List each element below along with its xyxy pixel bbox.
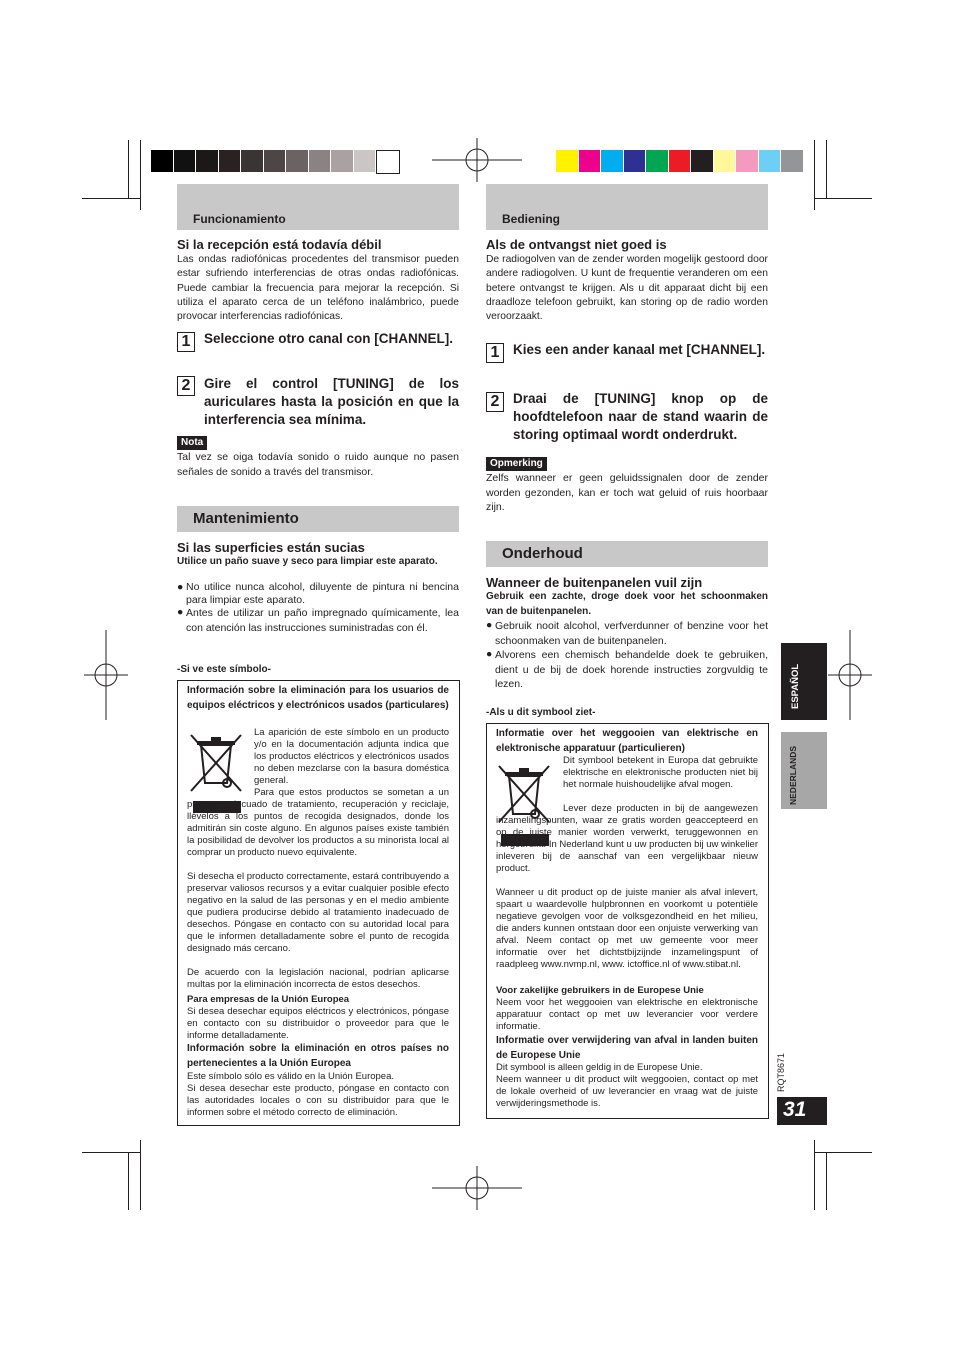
color-swatch xyxy=(286,150,308,172)
paragraph-weak-reception: Las ondas radiofónicas procedentes del transmisor pueden estar sufriendo interferencias de otras ondas radiofónicas. Puede cambiar la frecuencia para mejorar la recepción. Si utiliza el aparato cerca de un teléfono inalámbrico, puede provocar interferencias radiofónicas. xyxy=(177,254,459,323)
color-swatch xyxy=(309,150,331,172)
box-paragraph: La aparición de este símbolo en un producto y/o en la documentación adjunta indica que los productos eléctricos y electrónicos usados no deben mezclarse con la basura doméstica general. xyxy=(254,727,449,786)
color-swatch xyxy=(331,150,353,172)
paragraph-dirty-surfaces: Utilice un paño suave y seco para limpiar este aparato. xyxy=(177,556,438,567)
note-text: Tal vez se oiga todavía sonido o ruido aunque no pasen señales de sonido a través del transmisor. xyxy=(177,451,459,478)
bullet-1: No utilice nunca alcohol, diluyente de pintura ni bencina para limpiar este aparato. xyxy=(186,581,459,606)
bullet-1: Gebruik nooit alcohol, verfverdunner of benzine voor het schoonmaken van de buitenpanelen. xyxy=(495,620,768,647)
bullet-dot: ● xyxy=(486,648,493,660)
tab-label: NEDERLANDS xyxy=(788,745,798,805)
header-title: Bediening xyxy=(502,212,561,226)
heading-weak-reception: Si la recepción está todavía débil xyxy=(177,237,382,252)
step-number-2: 2 xyxy=(486,392,504,412)
box-paragraph xyxy=(496,803,758,875)
color-swatch xyxy=(714,150,736,172)
section-title: Mantenimiento xyxy=(193,510,299,527)
crop-mark xyxy=(814,1152,872,1153)
bullet-2: Alvorens een chemisch behandelde doek te gebruiken, dient u de bij de doek horende instructies zorgvuldig te lezen. xyxy=(495,649,768,691)
box-paragraph: Este símbolo sólo es válido en la Unión Europea. xyxy=(187,1071,395,1082)
document-code-text: RQT8671 xyxy=(776,1052,786,1092)
section-title: Onderhoud xyxy=(502,545,583,562)
crop-mark xyxy=(140,1140,141,1210)
crop-mark xyxy=(826,140,827,198)
color-swatch xyxy=(579,150,601,172)
step-2-text: Gire el control [TUNING] de los auriculares hasta la posición en que la interferencia sea mínima. xyxy=(204,376,459,427)
box-paragraph: Si desea desechar equipos eléctricos y electrónicos, póngase en contacto con su distribuidor o proveedor para que le informe detalladamente. xyxy=(187,1006,449,1041)
color-swatch xyxy=(196,150,218,172)
registration-mark-left xyxy=(84,630,128,720)
page-number-box xyxy=(777,1097,827,1125)
crop-mark xyxy=(814,140,815,210)
registration-mark-bottom xyxy=(432,1166,522,1210)
page-number: 31 xyxy=(783,1098,807,1121)
box-paragraph-text: Para que estos productos se sometan a un proceso adecuado de tratamiento, recuperación y reciclaje, llévelos a los puntos de recogida designados, donde los admitirán sin coste alguno. En algunos países existe también la posibilidad de devolver los productos a su minorista local al comprar un producto nuevo equivalente. xyxy=(187,787,449,858)
color-swatch xyxy=(174,150,196,172)
language-tab-espanol xyxy=(781,643,827,720)
color-swatch xyxy=(646,150,668,172)
box-paragraph: Neem wanneer u dit product wilt weggooien, contact op met de lokale overheid of uw leverancier en vraag wat de juiste verwijderingsmethode is. xyxy=(496,1074,758,1109)
header-title: Funcionamiento xyxy=(193,212,286,226)
color-swatch xyxy=(556,150,578,172)
color-swatch xyxy=(219,150,241,172)
step-1-text: Kies een ander kanaal met [CHANNEL]. xyxy=(513,342,766,357)
crop-mark xyxy=(82,198,140,199)
bullet-2: Antes de utilizar un paño impregnado químicamente, lea con atención las instrucciones suministradas con él. xyxy=(186,607,459,634)
heading-dirty-surfaces: Wanneer de buitenpanelen vuil zijn xyxy=(486,575,703,590)
note-text: Zelfs wanneer er geen geluidssignalen door de zender worden gezonden, kan er toch wat geluid of ruis hoorbaar zijn. xyxy=(486,472,768,514)
step-1-text: Seleccione otro canal con [CHANNEL]. xyxy=(204,331,454,346)
color-swatch xyxy=(759,150,781,172)
header-bar-right xyxy=(486,184,768,230)
bullet-dot: ● xyxy=(177,581,184,593)
box-paragraph-text: Lever deze producten in bij de aangewezen inzamelingspunten, waar ze gratis worden geaccepteerd en op de juiste manier worden verwerkt, teruggewonnen en hergebruikt. In Nederland kunt u uw producten bij uw winkelier inleveren bij de aanschaf van een vergelijkbaar nieuw product. xyxy=(496,803,758,874)
color-swatch xyxy=(354,150,376,172)
box-title: Información sobre la eliminación para los usuarios de equipos eléctricos y electrónicos usados (particulares) xyxy=(187,685,449,711)
note-badge: Opmerking xyxy=(486,457,547,471)
color-swatch xyxy=(376,150,400,174)
color-swatch xyxy=(669,150,691,172)
step-2-text: Draai de [TUNING] knop op de hoofdtelefoon naar de stand waarin de storing optimaal wordt onderdrukt. xyxy=(513,391,768,442)
language-tab-nederlands xyxy=(781,732,827,809)
bullet-dot: ● xyxy=(177,606,184,618)
registration-mark-right xyxy=(828,630,872,720)
tab-label: ESPAÑOL xyxy=(790,663,801,709)
box-paragraph: Si desea desechar este producto, póngase en contacto con las autoridades locales o con su distribuidor para que le informen sobre el método correcto de eliminación. xyxy=(187,1083,449,1118)
symbol-title: -Si ve este símbolo- xyxy=(177,664,271,675)
box-heading: Para empresas de la Unión Europea xyxy=(187,994,350,1005)
heading-dirty-surfaces: Si las superficies están sucias xyxy=(177,540,365,555)
color-swatch xyxy=(241,150,263,172)
heading-weak-reception: Als de ontvangst niet goed is xyxy=(486,237,667,252)
box-heading: Voor zakelijke gebruikers in de Europese Unie xyxy=(496,985,704,996)
crop-mark xyxy=(814,1140,815,1210)
crop-mark xyxy=(814,198,872,199)
color-swatch xyxy=(691,150,713,172)
step-number-1: 1 xyxy=(486,343,504,363)
symbol-title: -Als u dit symbool ziet- xyxy=(486,707,596,718)
color-swatch xyxy=(781,150,803,172)
box-title: Informatie over het weggooien van elektrische en elektronische apparatuur (particulieren) xyxy=(496,728,758,754)
box-heading: Informatie over verwijdering van afval in landen buiten de Europese Unie xyxy=(496,1035,758,1061)
step-number-2: 2 xyxy=(177,376,195,396)
color-swatch xyxy=(736,150,758,172)
box-paragraph: De acuerdo con la legislación nacional, podrían aplicarse multas por la eliminación incorrecta de estos desechos. xyxy=(187,967,449,990)
registration-mark-top xyxy=(432,138,522,182)
box-paragraph: Neem voor het weggooien van elektrische en elektronische apparatuur contact op met uw leverancier voor verdere informatie. xyxy=(496,997,758,1032)
crop-mark xyxy=(128,1152,129,1210)
header-bar-left xyxy=(177,184,459,230)
note-badge: Nota xyxy=(177,436,207,450)
box-paragraph: Dit symbool is alleen geldig in de Europese Unie. xyxy=(496,1062,703,1073)
paragraph-weak-reception: De radiogolven van de zender worden mogelijk gestoord door andere radiogolven. U kunt de frequentie veranderen om een betere ontvangst te krijgen. Als u dit apparaat dicht bij een draadloze telefoon gebruikt, kan storing op de radio worden veroorzaakt. xyxy=(486,254,768,323)
color-swatch xyxy=(264,150,286,172)
box-paragraph xyxy=(187,787,449,859)
box-heading: Información sobre la eliminación en otros países no pertenecientes a la Unión Europea xyxy=(187,1043,449,1069)
box-paragraph: Si desecha el producto correctamente, estará contribuyendo a preservar valiosos recursos y a evitar cualquier posible efecto negativo en la salud de las personas y en el medio ambiente que pudiera producirse debido al tratamiento inadecuado de desechos. Póngase en contacto con su autoridad local para que le informen detalladamente sobre el punto de recogida designado más cercano. xyxy=(187,871,449,954)
crop-mark xyxy=(140,140,141,210)
color-swatch xyxy=(151,150,173,172)
crop-mark xyxy=(128,140,129,198)
bullet-dot: ● xyxy=(486,619,493,631)
section-bar-maintenance xyxy=(177,506,459,532)
color-swatch xyxy=(624,150,646,172)
box-paragraph: Wanneer u dit product op de juiste manier als afval inlevert, spaart u waardevolle hulpbronnen en voorkomt u potentiële negatieve gevolgen voor de volksgezondheid en het milieu, die anders kunnen ontstaan door een onjuiste verwerking van afval. Neem contact op met uw gemeente voor meer informatie over het dichtstbijzijnde inzamelingspunt of raadpleeg www.nvmp.nl, www. ictoffice.nl of www.stibat.nl. xyxy=(496,887,758,970)
color-swatch xyxy=(601,150,623,172)
crop-mark xyxy=(82,1152,140,1153)
box-paragraph: Dit symbool betekent in Europa dat gebruikte elektrische en elektronische producten niet bij het normale huishoudelijke afval mogen. xyxy=(563,755,758,790)
step-number-1: 1 xyxy=(177,332,195,352)
crop-mark xyxy=(826,1152,827,1210)
paragraph-dirty-surfaces: Gebruik een zachte, droge doek voor het schoonmaken van de buitenpanelen. xyxy=(486,591,768,617)
section-bar-maintenance xyxy=(486,541,768,567)
